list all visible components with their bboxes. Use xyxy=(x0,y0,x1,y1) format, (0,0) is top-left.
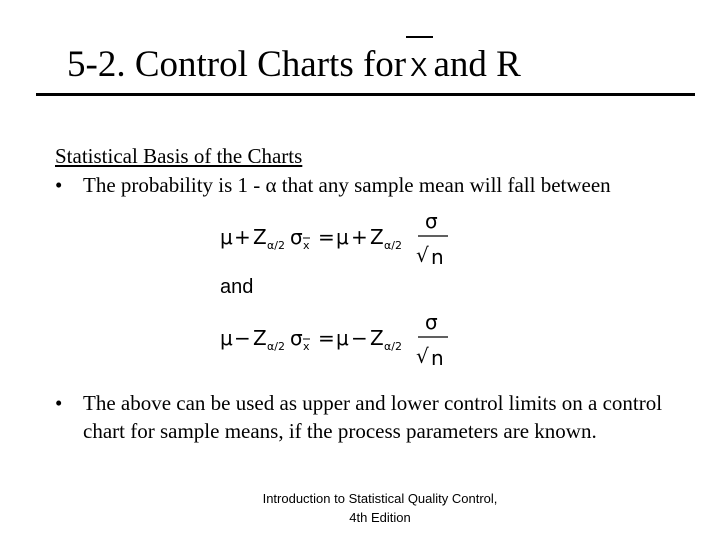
bullet-marker: • xyxy=(55,391,63,415)
eq-sigma: σ xyxy=(290,225,303,249)
eq-operator-2: + xyxy=(351,225,368,249)
section-heading: Statistical Basis of the Charts xyxy=(55,144,303,168)
lower-limit-equation xyxy=(220,309,460,373)
eq-sqrt: √ xyxy=(416,344,429,368)
eq-equals: = xyxy=(318,326,335,350)
eq-operator: − xyxy=(234,326,251,350)
bullet-item-2 xyxy=(55,389,675,445)
footer xyxy=(230,489,530,527)
eq-z-subscript-2: α/2 xyxy=(384,239,402,252)
page-title xyxy=(67,42,521,90)
eq-fraction-numerator: σ xyxy=(425,310,438,334)
eq-sigma: σ xyxy=(290,326,303,350)
footer-line-1: Introduction to Statistical Quality Control, xyxy=(262,491,498,506)
eq-x-subscript: x xyxy=(303,239,310,252)
title-suffix: and R xyxy=(433,44,521,85)
eq-mu: μ xyxy=(220,326,233,350)
bullet-marker: • xyxy=(55,173,63,197)
eq-z-subscript: α/2 xyxy=(267,239,285,252)
eq-z-subscript-2: α/2 xyxy=(384,340,402,353)
eq-x-subscript: x xyxy=(303,340,310,353)
equation-connector: and xyxy=(220,276,254,298)
upper-limit-equation xyxy=(220,208,460,272)
footer-line-2: 4th Edition xyxy=(349,510,411,525)
eq-z-2: Z xyxy=(370,225,384,249)
eq-mu: μ xyxy=(220,225,233,249)
title-divider xyxy=(36,93,695,96)
eq-mu-2: μ xyxy=(336,326,349,350)
eq-z-subscript: α/2 xyxy=(267,340,285,353)
eq-fraction-denominator: n xyxy=(431,245,444,269)
eq-mu-2: μ xyxy=(336,225,349,249)
bullet-item-1 xyxy=(55,171,655,199)
eq-operator: + xyxy=(234,225,251,249)
eq-z: Z xyxy=(253,225,267,249)
eq-z: Z xyxy=(253,326,267,350)
eq-sqrt: √ xyxy=(416,243,429,267)
eq-equals: = xyxy=(318,225,335,249)
eq-operator-2: − xyxy=(351,326,368,350)
eq-z-2: Z xyxy=(370,326,384,350)
bullet-text: The above can be used as upper and lower control limits on a control chart for sample means, if the process parameters are known. xyxy=(83,391,663,443)
eq-fraction-denominator: n xyxy=(431,346,444,370)
x-bar-symbol: X xyxy=(410,44,427,90)
eq-fraction-numerator: σ xyxy=(425,209,438,233)
title-prefix: 5-2. Control Charts for xyxy=(67,44,407,85)
bullet-text: The probability is 1 - α that any sample mean will fall between xyxy=(83,173,611,197)
